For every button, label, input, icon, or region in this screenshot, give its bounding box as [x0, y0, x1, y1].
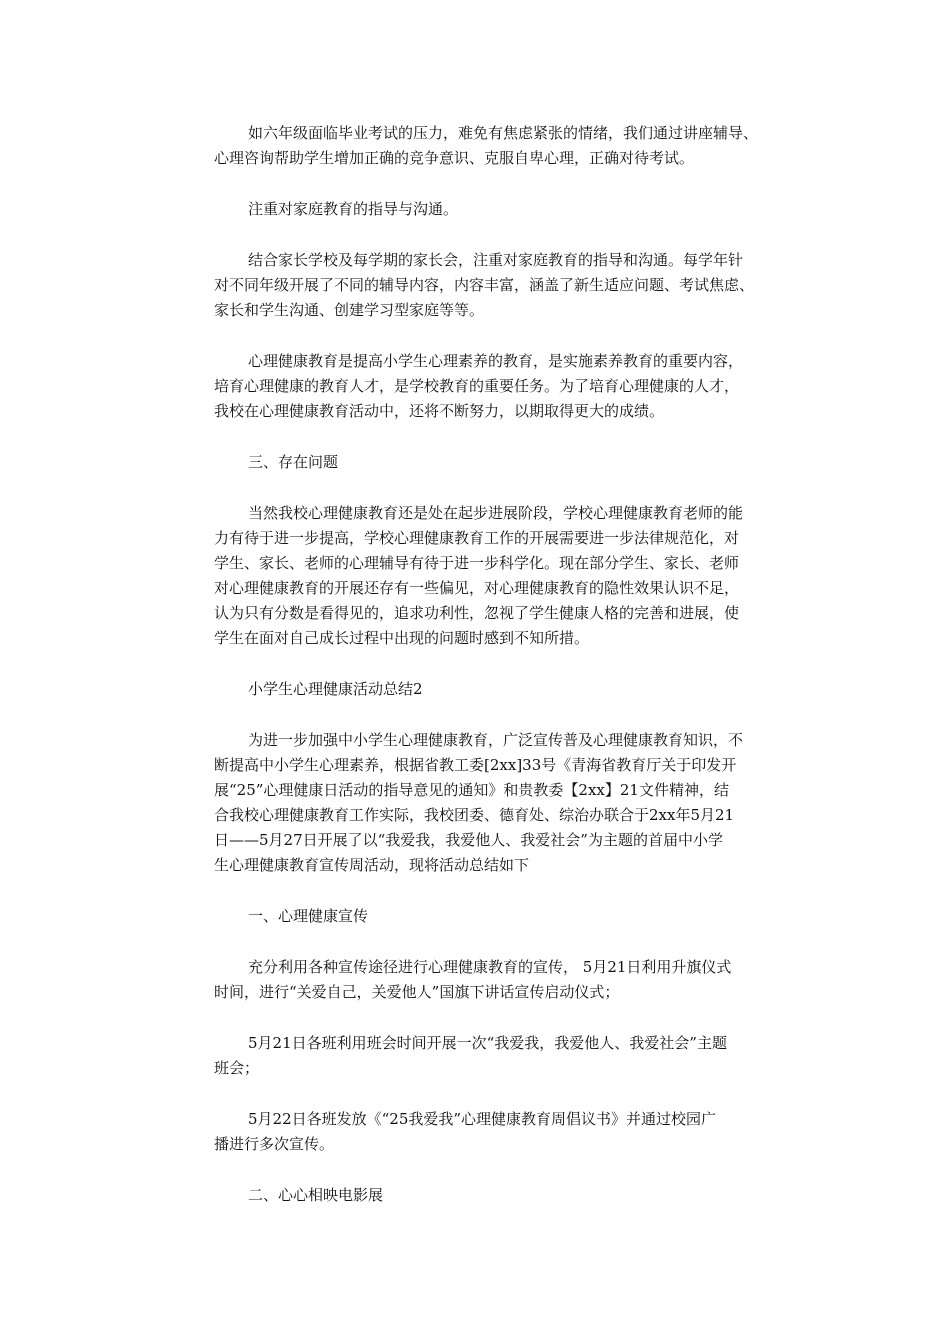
text-line: 学生、家长、老师的心理辅导有待于进一步科学化。现在部分学生、家长、老师 [214, 554, 740, 572]
paragraph-family-heading [180, 197, 780, 222]
paragraph-class-meeting [180, 1031, 780, 1081]
text-line: 日——5月27日开展了以“我爱我，我爱他人、我爱社会”为主题的首届中小学 [214, 831, 723, 849]
text-line: 5月21日各班利用班会时间开展一次“我爱我，我爱他人、我爱社会”主题 [248, 1034, 727, 1052]
paragraph-family-guidance [180, 248, 780, 323]
section-heading-problems [180, 450, 780, 475]
text-line: 播进行多次宣传。 [214, 1135, 335, 1153]
paragraph-publicity-channels [180, 955, 780, 1005]
text-line: 二、心心相映电影展 [248, 1186, 384, 1204]
text-line: 我校在心理健康教育活动中，还将不断努力，以期取得更大的成绩。 [214, 402, 665, 420]
paragraph-problems [180, 501, 780, 651]
text-line: 心理咨询帮助学生增加正确的竞争意识、克服自卑心理，正确对待考试。 [214, 149, 695, 167]
text-line: 合我校心理健康教育工作实际，我校团委、德育处、综治办联合于2xx年5月21 [214, 806, 735, 824]
text-line: 展“25”心理健康日活动的指导意见的通知》和贵教委【2xx】21文件精神，结 [214, 781, 729, 799]
text-line: 结合家长学校及每学期的家长会，注重对家庭教育的指导和沟通。每学年针 [248, 251, 744, 269]
text-line: 心理健康教育是提高小学生心理素养的教育，是实施素养教育的重要内容， [248, 352, 744, 370]
text-line: 力有待于进一步提高，学校心理健康教育工作的开展需要进一步法律规范化，对 [214, 529, 740, 547]
text-line: 注重对家庭教育的指导与沟通。 [248, 200, 459, 218]
text-line: 生心理健康教育宣传周活动，现将活动总结如下 [214, 856, 530, 874]
document-body [180, 121, 780, 1234]
text-line: 一、心理健康宣传 [248, 907, 369, 925]
text-line: 5月22日各班发放《“25我爱我”心理健康教育周倡议书》并通过校园广 [248, 1110, 717, 1128]
text-line: 家长和学生沟通、创建学习型家庭等等。 [214, 301, 485, 319]
text-line: 断提高中小学生心理素养，根据省教工委[2xx]33号《青海省教育厅关于印发开 [214, 756, 737, 774]
text-line: 小学生心理健康活动总结2 [248, 680, 423, 698]
text-line: 班会； [214, 1059, 260, 1077]
text-line: 时间，进行“关爱自己，关爱他人”国旗下讲话宣传启动仪式； [214, 983, 620, 1001]
section-heading-film-exhibition [180, 1183, 780, 1208]
paragraph-exam-pressure [180, 121, 780, 171]
text-line: 三、存在问题 [248, 453, 339, 471]
text-line: 如六年级面临毕业考试的压力，难免有焦虑紧张的情绪，我们通过讲座辅导、 [248, 124, 759, 142]
paragraph-mental-health-education [180, 349, 780, 424]
text-line: 对心理健康教育的开展还存有一些偏见，对心理健康教育的隐性效果认识不足， [214, 579, 740, 597]
paragraph-proposal-distribution [180, 1107, 780, 1157]
section-title-summary-2 [180, 677, 780, 702]
text-line: 学生在面对自己成长过程中出现的问题时感到不知所措。 [214, 629, 590, 647]
text-line: 为进一步加强中小学生心理健康教育，广泛宣传普及心理健康教育知识，不 [248, 731, 744, 749]
text-line: 对不同年级开展了不同的辅导内容，内容丰富，涵盖了新生适应问题、考试焦虑、 [214, 276, 755, 294]
text-line: 培育心理健康的教育人才，是学校教育的重要任务。为了培育心理健康的人才， [214, 377, 740, 395]
paragraph-activity-intro [180, 728, 780, 878]
text-line: 充分利用各种宣传途径进行心理健康教育的宣传， 5月21日利用升旗仪式 [248, 958, 732, 976]
section-heading-publicity [180, 904, 780, 929]
text-line: 当然我校心理健康教育还是处在起步进展阶段，学校心理健康教育老师的能 [248, 504, 744, 522]
text-line: 认为只有分数是看得见的，追求功利性，忽视了学生健康人格的完善和进展，使 [214, 604, 740, 622]
